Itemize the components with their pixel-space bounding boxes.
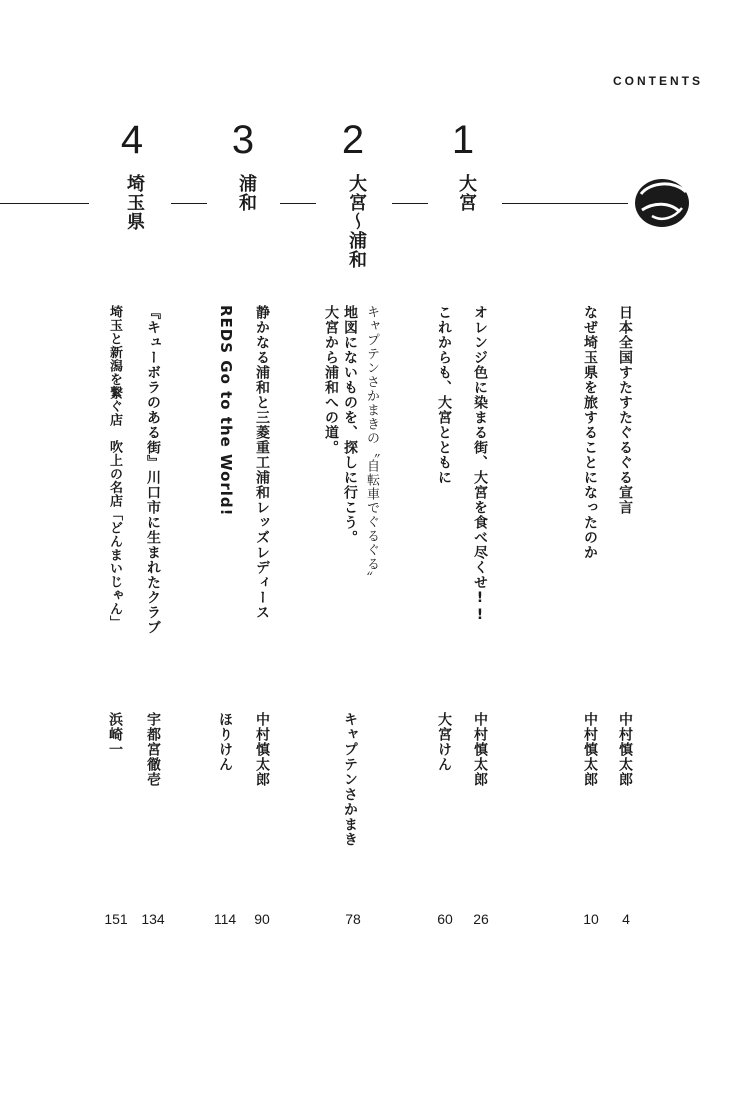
- entry-author: 中村慎太郎: [254, 712, 270, 787]
- divider-line: [0, 203, 89, 204]
- chapter-number: 1: [451, 118, 475, 162]
- logo-icon: [628, 172, 696, 234]
- entry-title: 地図にないものを、探しに行こう。: [342, 305, 358, 545]
- entry-author: 中村慎太郎: [582, 712, 598, 787]
- entry-title: 静かなる浦和と三菱重工浦和レッズレディース: [254, 305, 270, 620]
- chapter-title: 浦和: [236, 174, 257, 212]
- page-number: 26: [473, 911, 489, 927]
- entry-title: 日本全国すたすたぐるぐる宣言: [617, 305, 633, 515]
- page-number: 90: [254, 911, 270, 927]
- page-number: 134: [141, 911, 165, 927]
- entry-author: ほりけん: [217, 712, 233, 772]
- chapter-title: 埼玉県: [124, 174, 145, 231]
- page-number: 78: [345, 911, 361, 927]
- entry-title: 『キューボラのある街』川口市に生まれたクラブ: [145, 305, 161, 635]
- chapter-title: 大宮: [456, 174, 477, 212]
- entry-author: 大宮けん: [436, 712, 452, 772]
- entry-author: キャプテンさかまき: [342, 712, 358, 847]
- entry-title: REDS Go to the World!: [217, 305, 235, 517]
- entry-author: 宇都宮徹壱: [145, 712, 161, 787]
- contents-label: CONTENTS: [613, 74, 703, 88]
- chapter-title: 大宮～浦和: [346, 174, 367, 269]
- page-number: 60: [437, 911, 453, 927]
- page-number: 10: [583, 911, 599, 927]
- page-number: 4: [622, 911, 630, 927]
- page-number: 151: [104, 911, 128, 927]
- entry-title: 埼玉と新潟を繋ぐ店 吹上の名店「どんまいじゃん」: [107, 305, 122, 629]
- entry-subtitle: キャプテンさかまきの〝自転車でぐるぐる〟: [364, 305, 379, 585]
- entry-title: オレンジ色に染まる街、大宮を食べ尽くせ!!: [472, 305, 488, 624]
- divider-line: [392, 203, 428, 204]
- chapter-number: 2: [341, 118, 365, 162]
- chapter-number: 3: [231, 118, 255, 162]
- entry-title: なぜ埼玉県を旅することになったのか: [582, 305, 598, 560]
- divider-line: [171, 203, 207, 204]
- entry-title: 大宮から浦和への道。: [323, 305, 339, 455]
- entry-author: 中村慎太郎: [617, 712, 633, 787]
- entry-title: これからも、大宮とともに: [436, 305, 452, 485]
- page-number: 114: [213, 911, 237, 927]
- entry-author: 浜崎一: [107, 712, 123, 757]
- divider-line: [502, 203, 628, 204]
- divider-line: [280, 203, 316, 204]
- chapter-number: 4: [120, 118, 144, 162]
- entry-author: 中村慎太郎: [472, 712, 488, 787]
